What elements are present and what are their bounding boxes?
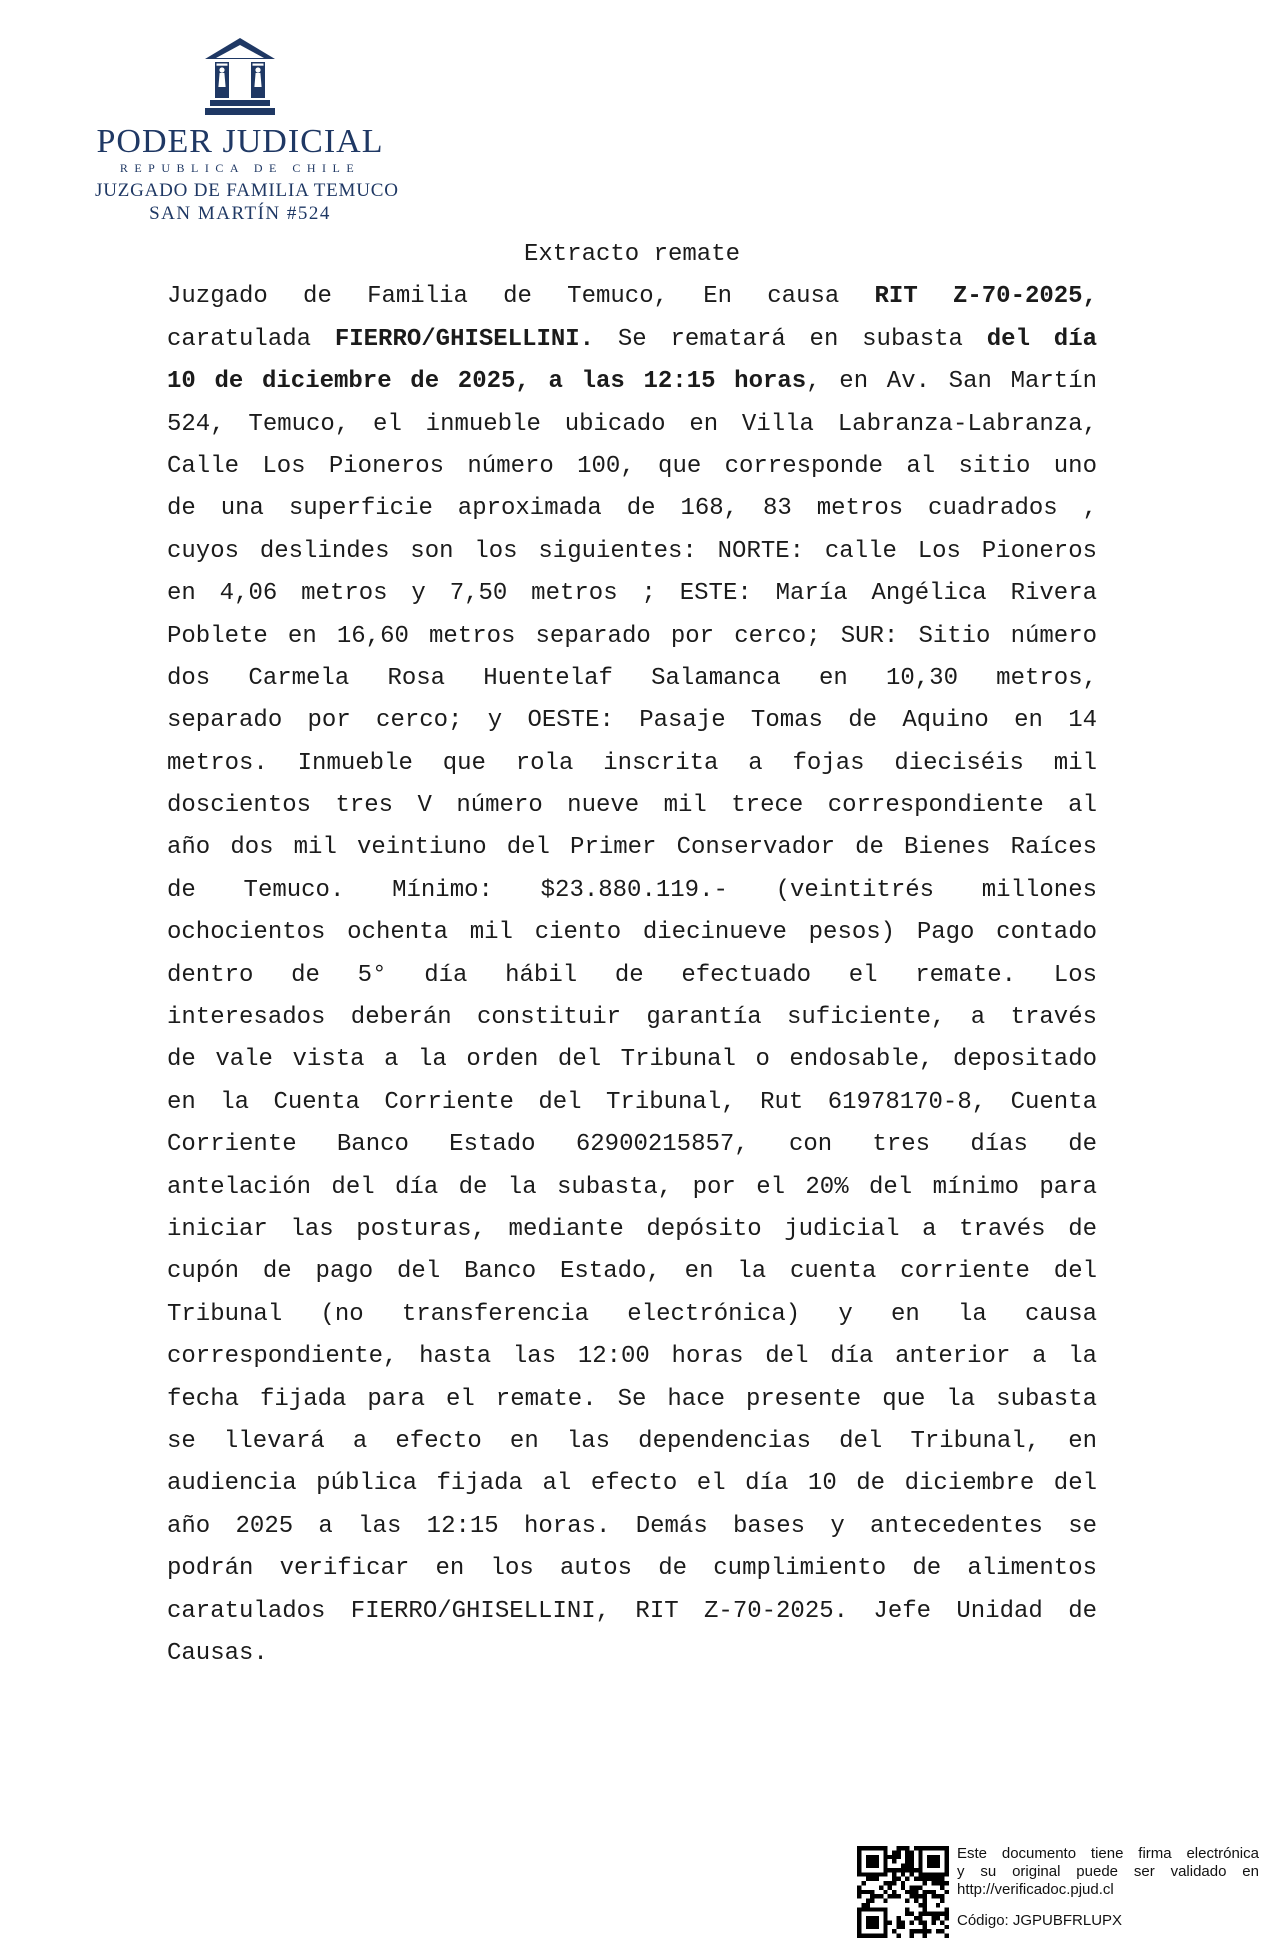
text-line: dentro de 5° día hábil de efectuado el remate. Los — [167, 961, 1097, 989]
text-line: de vale vista a la orden del Tribunal o endosable, depositado — [167, 1046, 1097, 1074]
verification-code: Código: JGPUBFRLUPX — [957, 1912, 1123, 1929]
document-body — [167, 234, 1097, 1675]
pjud-temple-icon — [205, 38, 275, 116]
text-line: cupón de pago del Banco Estado, en la cuenta corriente del — [167, 1258, 1097, 1286]
org-subtitle: REPUBLICA DE CHILE — [119, 161, 361, 175]
text-line: iniciar las posturas, mediante depósito judicial a través de — [167, 1215, 1097, 1243]
document-text — [167, 276, 1097, 1675]
text-line: Poblete en 16,60 metros separado por cerco; SUR: Sitio número — [167, 622, 1097, 650]
text-line: doscientos tres V número nueve mil trece correspondiente al — [167, 792, 1097, 820]
signature-note — [957, 1845, 1259, 1899]
signature-note-line: y su original puede ser validado en — [957, 1863, 1259, 1880]
text-line: de Temuco. Mínimo: $23.880.119.- (veintitrés millones — [167, 876, 1097, 904]
court-address: SAN MARTÍN #524 — [149, 203, 331, 224]
text-line: podrán verificar en los autos de cumplimiento de alimentos — [167, 1555, 1097, 1583]
text-line: fecha fijada para el remate. Se hace presente que la subasta — [167, 1385, 1097, 1413]
qr-code — [857, 1846, 949, 1938]
document-title: Extracto remate — [523, 241, 741, 268]
text-line: Causas. — [167, 1639, 268, 1667]
court-name: JUZGADO DE FAMILIA TEMUCO — [95, 180, 399, 201]
text-line: Juzgado de Familia de Temuco, En causa RIT Z-70-2025, — [167, 283, 1097, 311]
text-line: en la Cuenta Corriente del Tribunal, Rut 61978170-8, Cuenta — [167, 1088, 1097, 1116]
text-line: cuyos deslindes son los siguientes: NORTE: calle Los Pioneros — [167, 537, 1097, 565]
text-line: en 4,06 metros y 7,50 metros ; ESTE: María Angélica Rivera — [167, 580, 1097, 608]
text-line: caratulada FIERRO/GHISELLINI. Se rematará en subasta del día — [167, 325, 1098, 353]
text-line: antelación del día de la subasta, por el 20% del mínimo para — [167, 1173, 1097, 1201]
signature-note-line: Este documento tiene firma electrónica — [957, 1845, 1259, 1862]
text-line: dos Carmela Rosa Huentelaf Salamanca en 10,30 metros, — [167, 664, 1097, 692]
text-line: de una superficie aproximada de 168, 83 metros cuadrados , — [167, 495, 1097, 523]
text-line: separado por cerco; y OESTE: Pasaje Tomas de Aquino en 14 — [167, 707, 1097, 735]
org-name: PODER JUDICIAL — [96, 123, 384, 160]
text-line: 524, Temuco, el inmueble ubicado en Villa Labranza-Labranza, — [167, 410, 1097, 438]
letterhead — [95, 38, 399, 225]
text-line: interesados deberán constituir garantía suficiente, a través — [167, 1004, 1097, 1032]
text-line: año 2025 a las 12:15 horas. Demás bases y antecedentes se — [167, 1512, 1097, 1540]
text-line: audiencia pública fijada al efecto el día 10 de diciembre del — [167, 1470, 1097, 1498]
text-line: metros. Inmueble que rola inscrita a fojas dieciséis mil — [167, 749, 1097, 777]
text-line: Tribunal (no transferencia electrónica) y en la causa — [167, 1300, 1097, 1328]
text-line: Calle Los Pioneros número 100, que corresponde al sitio uno — [167, 452, 1097, 480]
text-line: 10 de diciembre de 2025, a las 12:15 horas, en Av. San Martín — [167, 368, 1097, 396]
text-line: correspondiente, hasta las 12:00 horas del día anterior a la — [167, 1343, 1097, 1371]
text-line: caratulados FIERRO/GHISELLINI, RIT Z-70-2025. Jefe Unidad de — [167, 1597, 1097, 1625]
text-line: Corriente Banco Estado 62900215857, con tres días de — [167, 1131, 1097, 1159]
signature-block — [957, 1845, 1259, 1930]
text-line: ochocientos ochenta mil ciento diecinueve pesos) Pago contado — [167, 919, 1097, 947]
text-line: se llevará a efecto en las dependencias del Tribunal, en — [167, 1427, 1097, 1455]
text-line: año dos mil veintiuno del Primer Conservador de Bienes Raíces — [167, 834, 1097, 862]
signature-note-line: http://verificadoc.pjud.cl — [957, 1881, 1114, 1898]
